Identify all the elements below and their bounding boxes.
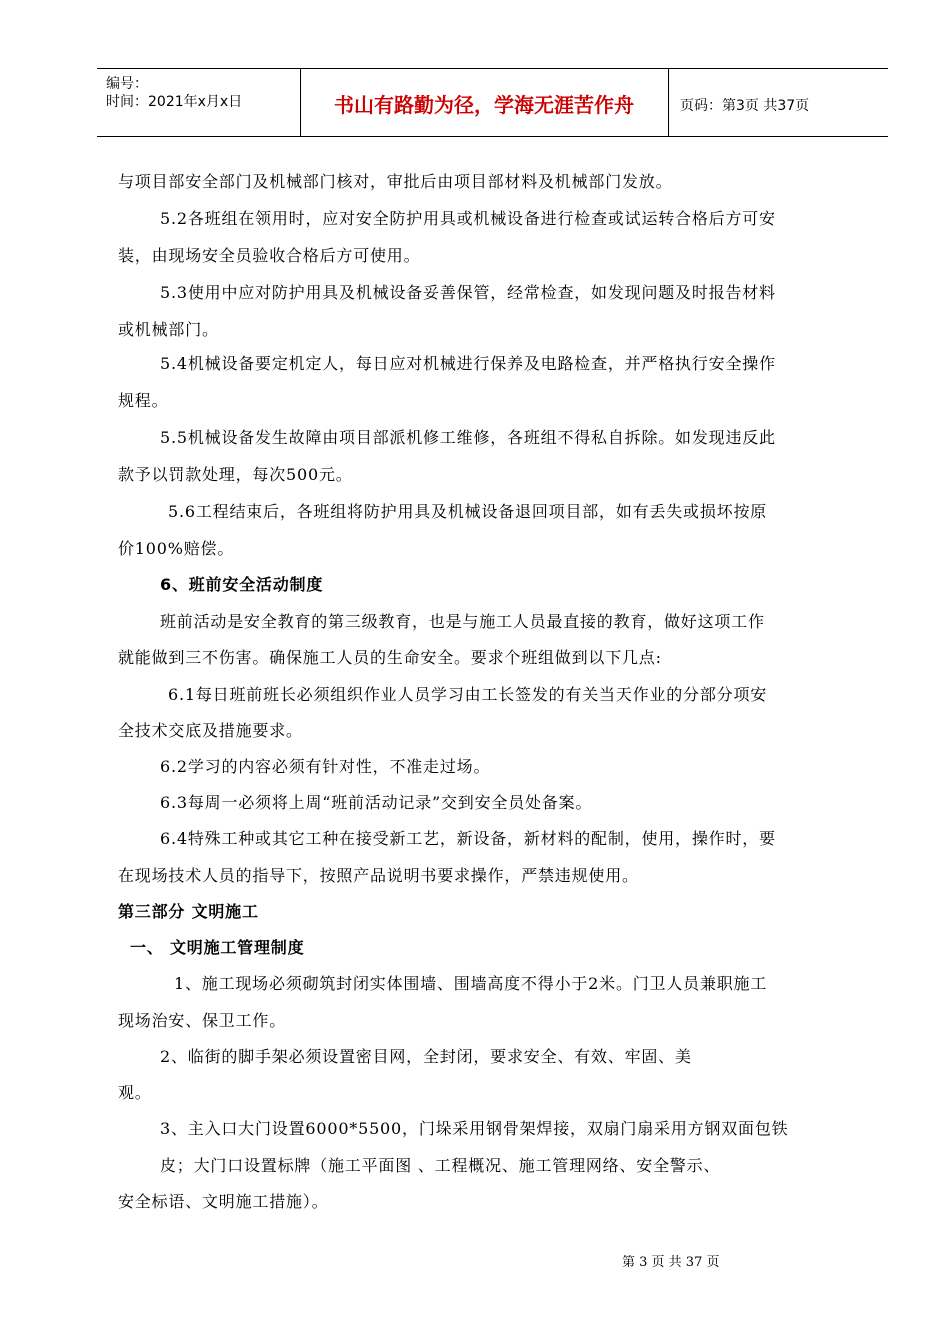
body-line: 5.2各班组在领用时，应对安全防护用具或机械设备进行检查或试运转合格后方可安 — [160, 209, 776, 228]
body-line: 装，由现场安全员验收合格后方可使用。 — [118, 246, 421, 265]
body-line: 6.4特殊工种或其它工种在接受新工艺，新设备，新材料的配制，使用，操作时，要 — [160, 829, 776, 848]
body-line: 款予以罚款处理，每次500元。 — [118, 465, 353, 484]
body-line: 班前活动是安全教育的第三级教育，也是与施工人员最直接的教育，做好这项工作 — [160, 612, 765, 631]
body-line: 现场治安、保卫工作。 — [118, 1011, 287, 1030]
body-line: 皮；大门口设置标牌（施工平面图 、工程概况、施工管理网络、安全警示、 — [160, 1156, 721, 1175]
header-page-cell — [668, 69, 888, 136]
body-line: 5.4机械设备要定机定人，每日应对机械进行保养及电路检查，并严格执行安全操作 — [160, 354, 776, 373]
body-line: 观。 — [118, 1083, 152, 1102]
body-line: 安全标语、文明施工措施）。 — [118, 1192, 329, 1211]
document-number-label: 编号： — [106, 76, 148, 92]
document-time: 时间：2021年x月x日 — [106, 94, 243, 110]
section-heading: 6、班前安全活动制度 — [160, 575, 324, 594]
body-line: 5.6工程结束后，各班组将防护用具及机械设备退回项目部，如有丢失或损坏按原 — [168, 502, 768, 521]
body-line: 1、施工现场必须砌筑封闭实体围墙、围墙高度不得小于2米。门卫人员兼职施工 — [174, 974, 768, 993]
body-line: 与项目部安全部门及机械部门核对，审批后由项目部材料及机械部门发放。 — [118, 172, 673, 191]
page-footer: 第 3 页 共 37 页 — [622, 1255, 720, 1270]
body-line: 就能做到三不伤害。确保施工人员的生命安全。要求个班组做到以下几点: — [118, 648, 662, 667]
section-heading: 一、 文明施工管理制度 — [130, 938, 305, 957]
body-line: 全技术交底及措施要求。 — [118, 721, 303, 740]
body-line: 5.3使用中应对防护用具及机械设备妥善保管，经常检查，如发现问题及时报告材料 — [160, 283, 776, 302]
body-line: 或机械部门。 — [118, 320, 219, 339]
body-line: 6.2学习的内容必须有针对性，不准走过场。 — [160, 757, 491, 776]
body-line: 价100%赔偿。 — [118, 539, 235, 558]
body-line: 5.5机械设备发生故障由项目部派机修工维修，各班组不得私自拆除。如发现违反此 — [160, 428, 776, 447]
header-motto: 书山有路勤为径，学海无涯苦作舟 — [334, 93, 634, 117]
header-page-info: 页码：第3页 共37页 — [680, 98, 810, 114]
body-line: 规程。 — [118, 391, 169, 410]
body-line: 3、主入口大门设置6000*5500，门垛采用钢骨架焊接，双扇门扇采用方钢双面包铁 — [160, 1119, 789, 1138]
page-header — [97, 68, 888, 137]
header-motto-cell — [300, 69, 669, 136]
body-line: 2、临街的脚手架必须设置密目网，全封闭，要求安全、有效、牢固、美 — [160, 1047, 692, 1066]
body-line: 6.1每日班前班长必须组织作业人员学习由工长签发的有关当天作业的分部分项安 — [168, 685, 768, 704]
header-meta — [97, 69, 301, 136]
body-line: 在现场技术人员的指导下，按照产品说明书要求操作，严禁违规使用。 — [118, 866, 639, 885]
body-line: 6.3每周一必须将上周“班前活动记录”交到安全员处备案。 — [160, 793, 593, 812]
part-heading: 第三部分 文明施工 — [118, 902, 259, 921]
